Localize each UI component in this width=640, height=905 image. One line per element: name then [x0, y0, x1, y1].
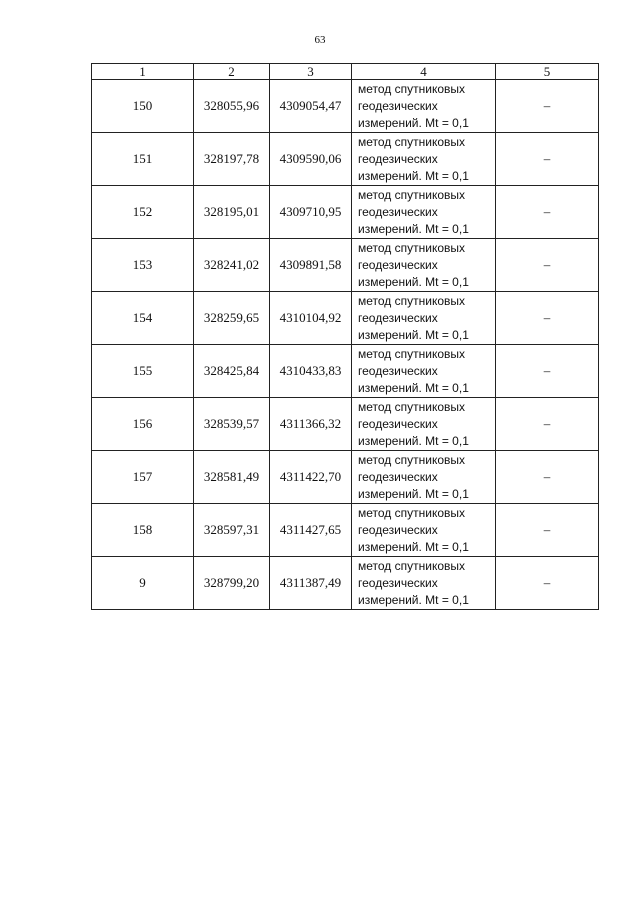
x-coordinate-cell: 328539,57 — [194, 398, 270, 451]
x-coordinate-cell: 328597,31 — [194, 504, 270, 557]
method-text-line: метод спутниковых — [358, 81, 466, 96]
method-cell — [352, 451, 496, 504]
method-cell — [352, 557, 496, 610]
header-cell-1: 1 — [92, 64, 194, 80]
method-text-line: измерений. Mt = 0,1 — [358, 433, 469, 448]
method-text-line: геодезических — [358, 310, 438, 325]
method-text-line: измерений. Mt = 0,1 — [358, 168, 469, 183]
method-text-line: метод спутниковых — [358, 293, 466, 308]
method-text-line: геодезических — [358, 469, 438, 484]
header-cell-4: 4 — [352, 64, 496, 80]
method-text-line: метод спутниковых — [358, 187, 466, 202]
note-cell: – — [496, 398, 599, 451]
method-text-line: геодезических — [358, 522, 438, 537]
coordinates-table — [91, 63, 599, 610]
x-coordinate-cell: 328425,84 — [194, 345, 270, 398]
table-row — [92, 186, 599, 239]
point-id-cell: 151 — [92, 133, 194, 186]
table-row — [92, 504, 599, 557]
method-cell — [352, 186, 496, 239]
method-cell — [352, 398, 496, 451]
method-text-line: метод спутниковых — [358, 452, 466, 467]
x-coordinate-cell: 328581,49 — [194, 451, 270, 504]
y-coordinate-cell: 4311427,65 — [270, 504, 352, 557]
x-coordinate-cell: 328259,65 — [194, 292, 270, 345]
method-text-line: метод спутниковых — [358, 505, 466, 520]
note-cell: – — [496, 292, 599, 345]
point-id-cell: 153 — [92, 239, 194, 292]
point-id-cell: 154 — [92, 292, 194, 345]
note-cell: – — [496, 239, 599, 292]
table-row — [92, 451, 599, 504]
method-text-line: измерений. Mt = 0,1 — [358, 115, 469, 130]
point-id-cell: 150 — [92, 80, 194, 133]
note-cell: – — [496, 504, 599, 557]
x-coordinate-cell: 328195,01 — [194, 186, 270, 239]
method-text-line: метод спутниковых — [358, 134, 466, 149]
header-cell-5: 5 — [496, 64, 599, 80]
method-text-line: измерений. Mt = 0,1 — [358, 592, 469, 607]
note-cell: – — [496, 80, 599, 133]
table-row — [92, 133, 599, 186]
table-row — [92, 345, 599, 398]
method-text-line: геодезических — [358, 257, 438, 272]
x-coordinate-cell: 328197,78 — [194, 133, 270, 186]
note-cell: – — [496, 557, 599, 610]
method-text-line: геодезических — [358, 98, 438, 113]
method-cell — [352, 239, 496, 292]
x-coordinate-cell: 328055,96 — [194, 80, 270, 133]
note-cell: – — [496, 345, 599, 398]
point-id-cell: 9 — [92, 557, 194, 610]
method-text-line: измерений. Mt = 0,1 — [358, 539, 469, 554]
method-text-line: геодезических — [358, 363, 438, 378]
method-text-line: метод спутниковых — [358, 240, 466, 255]
y-coordinate-cell: 4310433,83 — [270, 345, 352, 398]
x-coordinate-cell: 328799,20 — [194, 557, 270, 610]
note-cell: – — [496, 133, 599, 186]
method-text-line: измерений. Mt = 0,1 — [358, 486, 469, 501]
method-text-line: геодезических — [358, 151, 438, 166]
table-row — [92, 292, 599, 345]
table-body — [92, 80, 599, 610]
x-coordinate-cell: 328241,02 — [194, 239, 270, 292]
table-header — [92, 64, 599, 80]
note-cell: – — [496, 451, 599, 504]
method-cell — [352, 133, 496, 186]
method-text-line: измерений. Mt = 0,1 — [358, 274, 469, 289]
y-coordinate-cell: 4309054,47 — [270, 80, 352, 133]
method-cell — [352, 504, 496, 557]
y-coordinate-cell: 4311387,49 — [270, 557, 352, 610]
method-text-line: измерений. Mt = 0,1 — [358, 221, 469, 236]
y-coordinate-cell: 4309710,95 — [270, 186, 352, 239]
method-text-line: геодезических — [358, 416, 438, 431]
header-row — [92, 64, 599, 80]
point-id-cell: 158 — [92, 504, 194, 557]
method-text-line: метод спутниковых — [358, 399, 466, 414]
table-row — [92, 398, 599, 451]
table-row — [92, 557, 599, 610]
method-cell — [352, 80, 496, 133]
y-coordinate-cell: 4309590,06 — [270, 133, 352, 186]
y-coordinate-cell: 4311366,32 — [270, 398, 352, 451]
method-cell — [352, 345, 496, 398]
header-cell-3: 3 — [270, 64, 352, 80]
method-text-line: метод спутниковых — [358, 558, 466, 573]
header-cell-2: 2 — [194, 64, 270, 80]
method-text-line: геодезических — [358, 575, 438, 590]
point-id-cell: 157 — [92, 451, 194, 504]
point-id-cell: 155 — [92, 345, 194, 398]
method-cell — [352, 292, 496, 345]
y-coordinate-cell: 4311422,70 — [270, 451, 352, 504]
page-number: 63 — [314, 34, 326, 46]
method-text-line: измерений. Mt = 0,1 — [358, 380, 469, 395]
note-cell: – — [496, 186, 599, 239]
table-row — [92, 80, 599, 133]
table-row — [92, 239, 599, 292]
method-text-line: геодезических — [358, 204, 438, 219]
y-coordinate-cell: 4309891,58 — [270, 239, 352, 292]
y-coordinate-cell: 4310104,92 — [270, 292, 352, 345]
method-text-line: метод спутниковых — [358, 346, 466, 361]
method-text-line: измерений. Mt = 0,1 — [358, 327, 469, 342]
point-id-cell: 152 — [92, 186, 194, 239]
point-id-cell: 156 — [92, 398, 194, 451]
